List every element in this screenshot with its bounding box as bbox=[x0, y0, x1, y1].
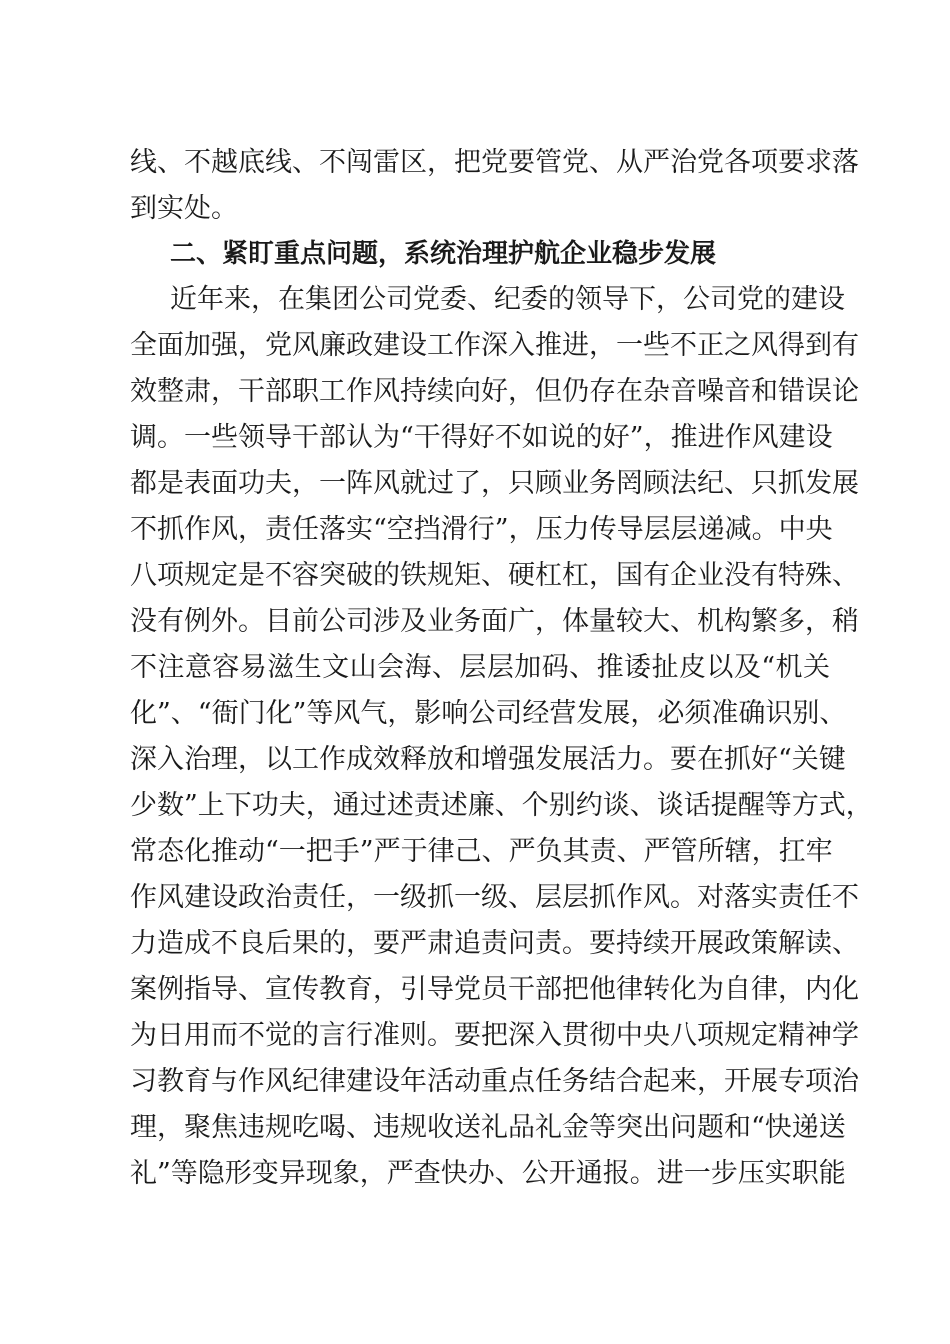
paragraph-line: 都是表面功夫，一阵风就过了，只顾业务罔顾法纪、只抓发展 bbox=[130, 468, 859, 499]
paragraph-line: 礼”等隐形变异现象，严查快办、公开通报。进一步压实职能 bbox=[130, 1158, 846, 1189]
paragraph-line: 线、不越底线、不闯雷区，把党要管党、从严治党各项要求落 bbox=[130, 147, 859, 178]
paragraph-line: 不注意容易滋生文山会海、层层加码、推诿扯皮以及“机关 bbox=[130, 652, 830, 683]
paragraph-line: 深入治理，以工作成效释放和增强发展活力。要在抓好“关键 bbox=[130, 744, 846, 775]
paragraph-line: 效整肃，干部职工作风持续向好，但仍存在杂音噪音和错误论 bbox=[130, 376, 859, 407]
paragraph-line: 常态化推动“一把手”严于律己、严负其责、严管所辖，扛牢 bbox=[130, 836, 833, 867]
paragraph-line: 力造成不良后果的，要严肃追责问责。要持续开展政策解读、 bbox=[130, 928, 859, 959]
paragraph-line: 少数”上下功夫，通过述责述廉、个别约谈、谈话提醒等方式， bbox=[130, 790, 873, 821]
paragraph-line: 全面加强，党风廉政建设工作深入推进，一些不正之风得到有 bbox=[130, 330, 859, 361]
paragraph-line: 调。一些领导干部认为“干得好不如说的好”，推进作风建设 bbox=[130, 422, 833, 453]
paragraph-line: 化”、“衙门化”等风气，影响公司经营发展，必须准确识别、 bbox=[130, 698, 847, 729]
paragraph-line: 作风建设政治责任，一级抓一级、层层抓作风。对落实责任不 bbox=[130, 882, 859, 913]
paragraph-line: 习教育与作风纪律建设年活动重点任务结合起来，开展专项治 bbox=[130, 1066, 859, 1097]
paragraph-line: 八项规定是不容突破的铁规矩、硬杠杠，国有企业没有特殊、 bbox=[130, 560, 859, 591]
paragraph-line: 到实处。 bbox=[130, 193, 238, 224]
section-heading: 二、紧盯重点问题，系统治理护航企业稳步发展 bbox=[170, 239, 717, 269]
paragraph-line: 不抓作风，责任落实“空挡滑行”，压力传导层层递减。中央 bbox=[130, 514, 833, 545]
paragraph-line: 理，聚焦违规吃喝、违规收送礼品礼金等突出问题和“快递送 bbox=[130, 1112, 846, 1143]
paragraph-line: 近年来，在集团公司党委、纪委的领导下，公司党的建设 bbox=[170, 284, 845, 315]
paragraph-line: 没有例外。目前公司涉及业务面广，体量较大、机构繁多，稍 bbox=[130, 606, 859, 637]
paragraph-line: 为日用而不觉的言行准则。要把深入贯彻中央八项规定精神学 bbox=[130, 1020, 859, 1051]
paragraph-line: 案例指导、宣传教育，引导党员干部把他律转化为自律，内化 bbox=[130, 974, 859, 1005]
